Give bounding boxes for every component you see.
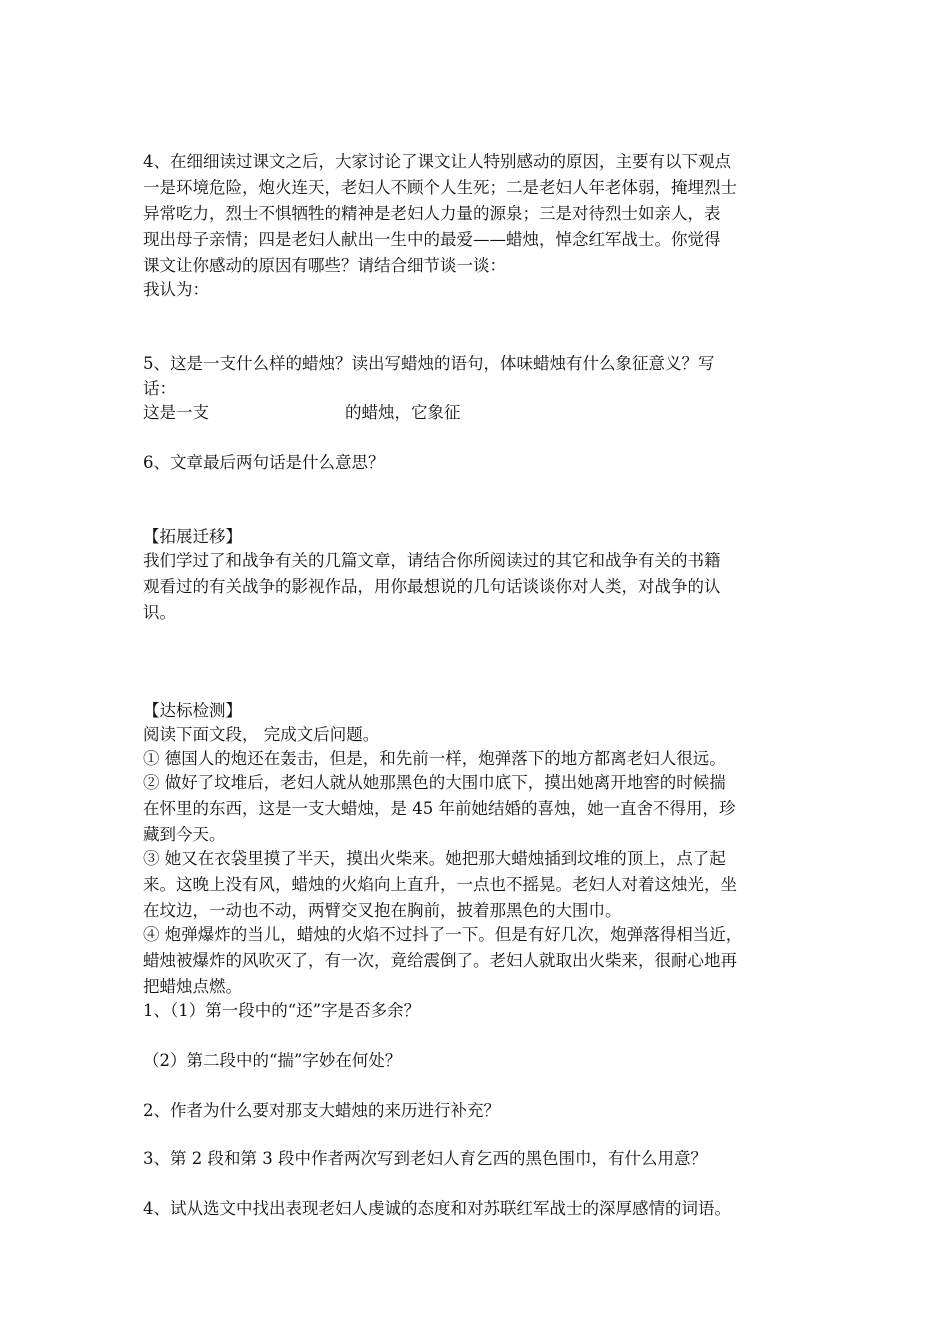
q5-fill-a: 这是一支 xyxy=(143,403,209,422)
q4-line: 4、在细细读过课文之后，大家讨论了课文让人特别感动的原因，主要有以下观点 xyxy=(143,152,731,171)
q4-answer-prompt: 我认为： xyxy=(143,280,209,299)
passage-line: ③ 她又在衣袋里摸了半天，摸出火柴来。她把那大蜡烛插到坟堆的顶上，点了起 xyxy=(143,849,726,868)
test-question: 4、试从选文中找出表现老妇人虔诚的态度和对苏联红军战士的深厚感情的词语。 xyxy=(143,1199,731,1218)
extension-heading: 【拓展迁移】 xyxy=(143,527,242,546)
test-question: （2）第二段中的“揣”字妙在何处？ xyxy=(143,1051,402,1070)
test-question: 1、（1）第一段中的“还”字是否多余？ xyxy=(143,1001,421,1020)
passage-line: 蜡烛被爆炸的风吹灭了，有一次，竟给震倒了。老妇人就取出火柴来，很耐心地再 xyxy=(143,951,737,970)
passage-line: 来。这晚上没有风，蜡烛的火焰向上直升，一点也不摇晃。老妇人对着这烛光，坐 xyxy=(143,875,737,894)
q5-line: 话： xyxy=(143,379,176,398)
q4-line: 课文让你感动的原因有哪些？请结合细节谈一谈： xyxy=(143,256,506,275)
q5-fill-b: 的蜡烛，它象征 xyxy=(345,403,461,422)
test-intro: 阅读下面文段， 完成文后问题。 xyxy=(143,725,380,744)
passage-line: ② 做好了坟堆后，老妇人就从她那黑色的大围巾底下，摸出她离开地窖的时候揣 xyxy=(143,773,726,792)
passage-line: 把蜡烛点燃。 xyxy=(143,977,242,996)
extension-line: 观看过的有关战争的影视作品，用你最想说的几句话谈谈你对人类，对战争的认 xyxy=(143,577,721,596)
passage-line: 藏到今天。 xyxy=(143,825,226,844)
extension-line: 识。 xyxy=(143,603,176,622)
test-question: 2、作者为什么要对那支大蜡烛的来历进行补充？ xyxy=(143,1101,500,1120)
test-question: 3、第 2 段和第 3 段中作者两次写到老妇人育乞西的黑色围巾，有什么用意？ xyxy=(143,1149,707,1168)
q4-line: 异常吃力，烈士不惧牺牲的精神是老妇人力量的源泉；三是对待烈士如亲人，表 xyxy=(143,204,721,223)
q5-line: 5、这是一支什么样的蜡烛？读出写蜡烛的语句，体味蜡烛有什么象征意义？写 xyxy=(143,354,715,373)
test-heading: 【达标检测】 xyxy=(143,701,242,720)
q5-fill-sentence xyxy=(143,403,461,423)
q4-line: 一是环境危险，炮火连天，老妇人不顾个人生死；二是老妇人年老体弱，掩埋烈士 xyxy=(143,178,737,197)
q4-line: 现出母子亲情；四是老妇人献出一生中的最爱——蜡烛，悼念红军战士。你觉得 xyxy=(143,230,721,249)
passage-line: 在坟边，一动也不动，两臂交叉抱在胸前，披着那黑色的大围巾。 xyxy=(143,901,622,920)
passage-line: 在怀里的东西，这是一支大蜡烛，是 45 年前她结婚的喜烛，她一直舍不得用，珍 xyxy=(143,799,736,818)
extension-line: 我们学过了和战争有关的几篇文章，请结合你所阅读过的其它和战争有关的书籍 xyxy=(143,551,721,570)
passage-line: ① 德国人的炮还在轰击，但是，和先前一样，炮弹落下的地方都离老妇人很远。 xyxy=(143,749,726,768)
passage-line: ④ 炮弹爆炸的当儿，蜡烛的火焰不过抖了一下。但是有好几次，炮弹落得相当近， xyxy=(143,925,743,944)
q6-question: 6、文章最后两句话是什么意思？ xyxy=(143,453,385,472)
